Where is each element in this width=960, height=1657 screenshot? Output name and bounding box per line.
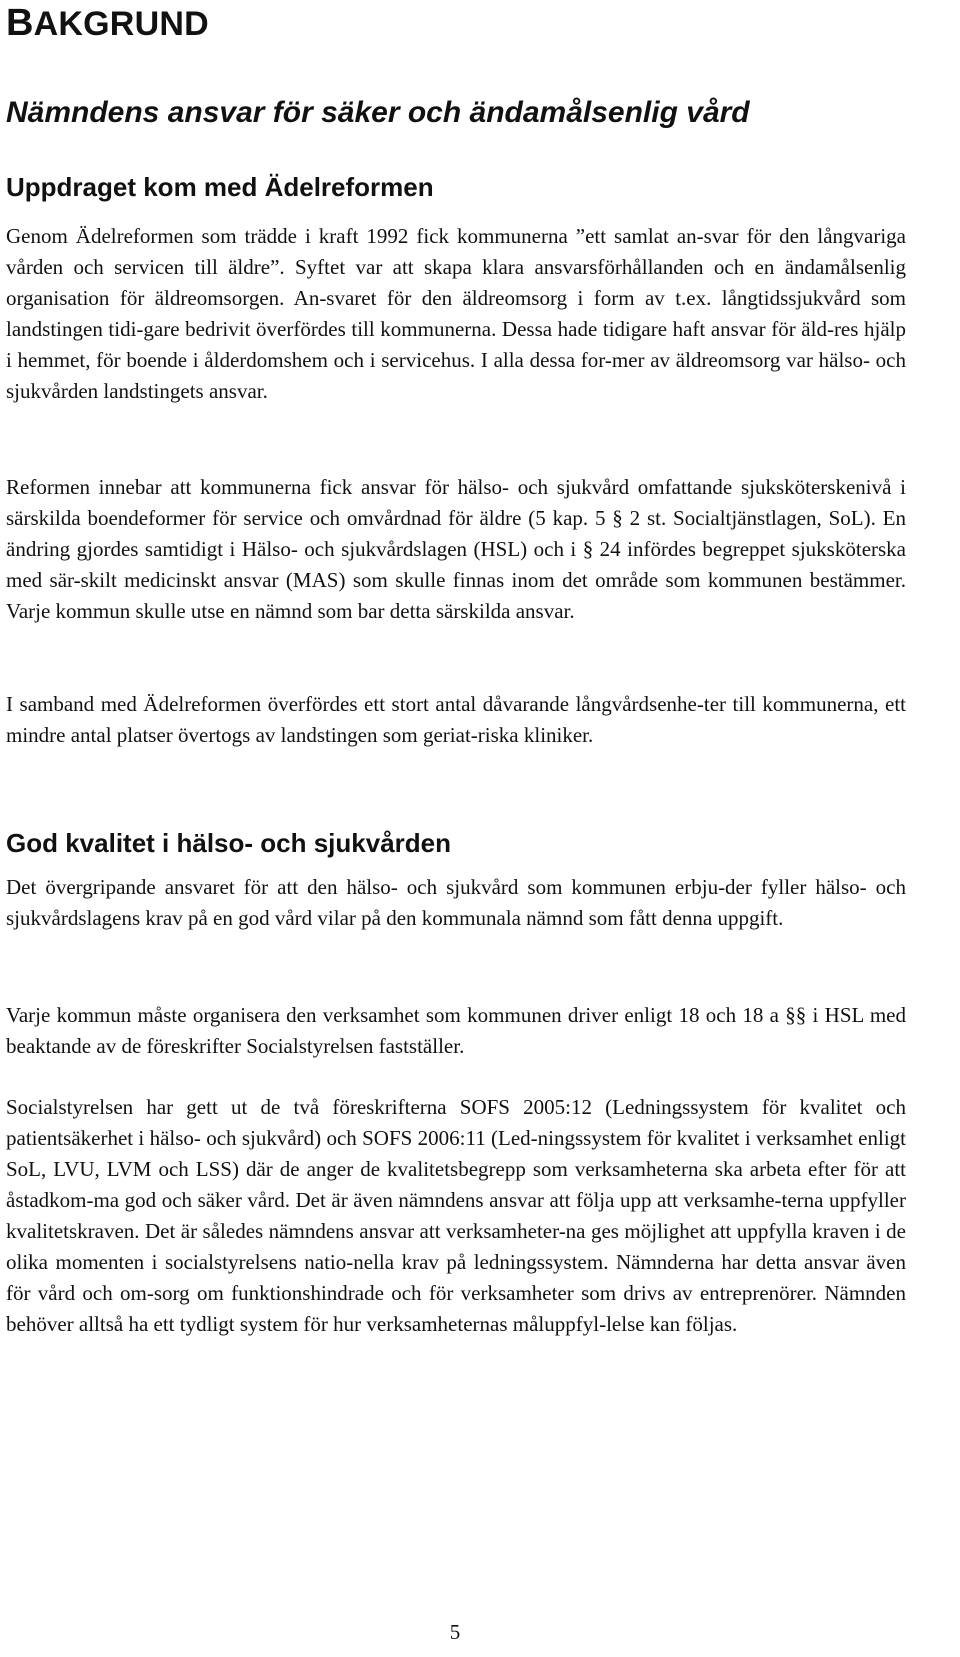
paragraph-2: Reformen innebar att kommunerna fick ansvar för hälso- och sjukvård omfattande sjuksköterskenivå i särskilda boendeformer för service och omvårdnad för äldre (5 kap. 5 § 2 st. Socialtjänstlagen, SoL). En ändring gjordes samtidigt i Hälso- och sjukvårdslagen (HSL) och i § 24 infördes begreppet sjuksköterska med sär-skilt medicinskt ansvar (MAS) som skulle finnas inom det område som kommunen bestämmer. Varje kommun skulle utse en nämnd som bar detta särskilda ansvar. xyxy=(6,475,906,623)
section-title xyxy=(6,2,209,45)
paragraph-4: Det övergripande ansvaret för att den hälso- och sjukvård som kommunen erbju-der fyller hälso- och sjukvårdslagens krav på en god vård vilar på den kommunala nämnd som fått denna uppgift. xyxy=(6,875,906,930)
paragraph-6: Socialstyrelsen har gett ut de två föreskrifterna SOFS 2005:12 (Ledningssystem för kvalitet och patientsäkerhet i hälso- och sjukvård) och SOFS 2006:11 (Led-ningssystem för kvalitet i verksamhet enligt SoL, LVU, LVM och LSS) där de anger de kvalitetsbegrepp som verksamheterna ska arbeta efter för att åstadkom-ma god och säker vård. Det är även nämndens ansvar att följa upp att verksamhe-terna uppfyller kvalitetskraven. Det är således nämndens ansvar att verksamheter-na ges möjlighet att uppfylla kraven i de olika momenten i socialstyrelsens natio-nella krav på ledningssystem. Nämnderna har detta ansvar även för vård och om-sorg om funktionshindrade och för verksamheter som drivs av entreprenörer. Nämnden behöver alltså ha ett tydligt system för hur verksamheternas måluppfyl-lelse kan följas. xyxy=(6,1095,906,1336)
paragraph-5: Varje kommun måste organisera den verksamhet som kommunen driver enligt 18 och 18 a §§ i HSL med beaktande av de föreskrifter Socialstyrelsen fastställer. xyxy=(6,1003,906,1058)
paragraph-3: I samband med Ädelreformen överfördes ett stort antal dåvarande långvårdsenhe-ter till kommunerna, ett mindre antal platser övertogs av landstingen som geriat-riska kliniker. xyxy=(6,692,906,747)
chapter-title: Nämndens ansvar för säker och ändamålsenlig vård xyxy=(6,96,750,129)
section-title-rest: AKGRUND xyxy=(33,5,209,43)
section-title-initial: B xyxy=(6,2,34,44)
subsection-heading-2: God kvalitet i hälso- och sjukvården xyxy=(6,828,452,858)
page-number: 5 xyxy=(449,1620,461,1644)
subsection-heading-1: Uppdraget kom med Ädelreformen xyxy=(6,172,434,202)
paragraph-1: Genom Ädelreformen som trädde i kraft 1992 fick kommunerna ”ett samlat an-svar för den långvariga vården och servicen till äldre”. Syftet var att skapa klara ansvarsförhållanden och en ändamålsenlig organisation för äldreomsorgen. An-svaret för den äldreomsorg i form av t.ex. långtidssjukvård som landstingen tidi-gare bedrivit överfördes till kommunerna. Dessa hade tidigare haft ansvar för äld-res hjälp i hemmet, för boende i ålderdomshem och i servicehus. I alla dessa for-mer av äldreomsorg var hälso- och sjukvården landstingets ansvar. xyxy=(6,224,906,403)
